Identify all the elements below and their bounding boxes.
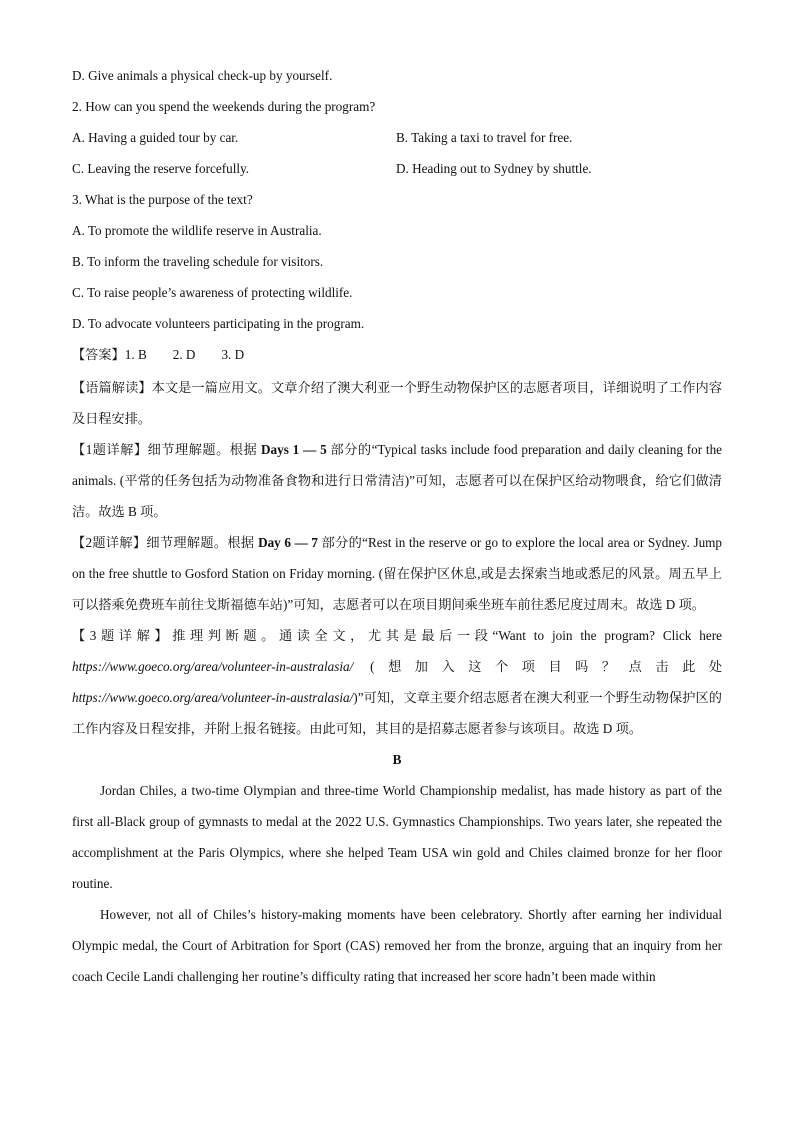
detail-1-paragraph: [72, 434, 722, 527]
detail-3-line-3: [72, 682, 722, 744]
document-page: [72, 62, 722, 992]
q2-option-c: C. Leaving the reserve forcefully.: [72, 161, 250, 176]
detail-3-mid: (想加入这个项目吗？点击此处: [370, 659, 723, 674]
detail-1-label: 【1题详解】: [72, 442, 148, 457]
q2-options-row-1: [72, 124, 722, 155]
detail-2-pre: 细节理解题。根据: [146, 535, 255, 550]
detail-3-url-1: https://www.goeco.org/area/volunteer-in-australasia/: [72, 659, 354, 674]
summary-label: 【语篇解读】: [72, 380, 152, 395]
answer-item: 2. D: [172, 347, 196, 362]
q3-option-d: D. To advocate volunteers participating in the program.: [72, 316, 365, 331]
detail-3-label: 【3题详解】: [72, 628, 173, 643]
q2-option-d: D. Heading out to Sydney by shuttle.: [396, 161, 592, 176]
q3-option-c: C. To raise people’s awareness of protecting wildlife.: [72, 285, 353, 300]
detail-1-pre: 细节理解题。根据: [147, 442, 258, 457]
detail-3-line-2: [72, 651, 722, 682]
q2-option-b: B. Taking a taxi to travel for free.: [396, 130, 573, 145]
detail-2-section: Day 6 — 7: [258, 535, 318, 550]
detail-3-line1: 推理判断题。通读全文，尤其是最后一段“Want to join the program? Click here: [172, 628, 722, 643]
answer-item: 3. D: [221, 347, 245, 362]
detail-3-url-2: https://www.goeco.org/area/volunteer-in-australasia/: [72, 690, 354, 705]
answer-line: [72, 341, 722, 372]
detail-3-paragraph: [72, 620, 722, 744]
q2-stem: 2. How can you spend the weekends during the program?: [72, 99, 376, 114]
section-b-heading: B: [392, 752, 402, 767]
passage-b-paragraph-2: However, not all of Chiles’s history-making moments have been celebratory. Shortly after earning her individual Olympic medal, the Court of Arbitration for Sport (CAS) removed her from the bronze, arguing that an inquiry from her coach Cecile Landi challenging her routine’s difficulty rating that increased her score hadn’t been made within: [72, 907, 722, 984]
detail-3-rest: )”可知，文章主要介绍志愿者在澳大利亚一个野生动物保护区的工作内容及日程安排，并附上报名链接。由此可知，其目的是招募志愿者参与该项目。故选 D 项。: [72, 690, 722, 736]
summary-text: 本文是一篇应用文。文章介绍了澳大利亚一个野生动物保护区的志愿者项目，详细说明了工作内容及日程安排。: [72, 380, 723, 426]
answer-label: 【答案】: [72, 347, 125, 362]
passage-b-paragraph-1: Jordan Chiles, a two-time Olympian and three-time World Championship medalist, has made history as part of the first all-Black group of gymnasts to medal at the 2022 U.S. Gymnastics Championships. Two years later, she repeated the accomplishment at the Paris Olympics, where she helped Team USA win gold and Chiles claimed bronze for her floor routine.: [72, 783, 722, 891]
detail-2-text: 部分的“Rest in the reserve or go to explore the local area or Sydney. Jump on the free shuttle to Gosford Station on Friday morning. (留在保护区休息,或是去探索当地或悉尼的风景。周五早上可以搭乘免费班车前往戈斯福德车站)”可知，志愿者可以在项目期间乘坐班车前往悉尼度过周末。故选 D 项。: [72, 535, 723, 612]
detail-2-label: 【2题详解】: [72, 535, 147, 550]
q3-stem: 3. What is the purpose of the text?: [72, 192, 253, 207]
detail-3-line-1: [72, 620, 722, 651]
q3-option-a: A. To promote the wildlife reserve in Australia.: [72, 223, 322, 238]
q2-options-row-2: [72, 155, 722, 186]
detail-1-section: Days 1 — 5: [261, 442, 327, 457]
q1-option-d: D. Give animals a physical check-up by yourself.: [72, 68, 333, 83]
detail-2-paragraph: [72, 527, 722, 620]
summary-paragraph: [72, 372, 722, 434]
answer-item: 1. B: [124, 347, 147, 362]
q3-option-b: B. To inform the traveling schedule for visitors.: [72, 254, 324, 269]
q2-option-a: A. Having a guided tour by car.: [72, 130, 239, 145]
detail-1-text: 部分的“Typical tasks include food preparation and daily cleaning for the animals. (平常的任务包括为动物准备食物和进行日常清洁)”可知，志愿者可以在保护区给动物喂食，给它们做清洁。故选 B 项。: [72, 442, 723, 519]
